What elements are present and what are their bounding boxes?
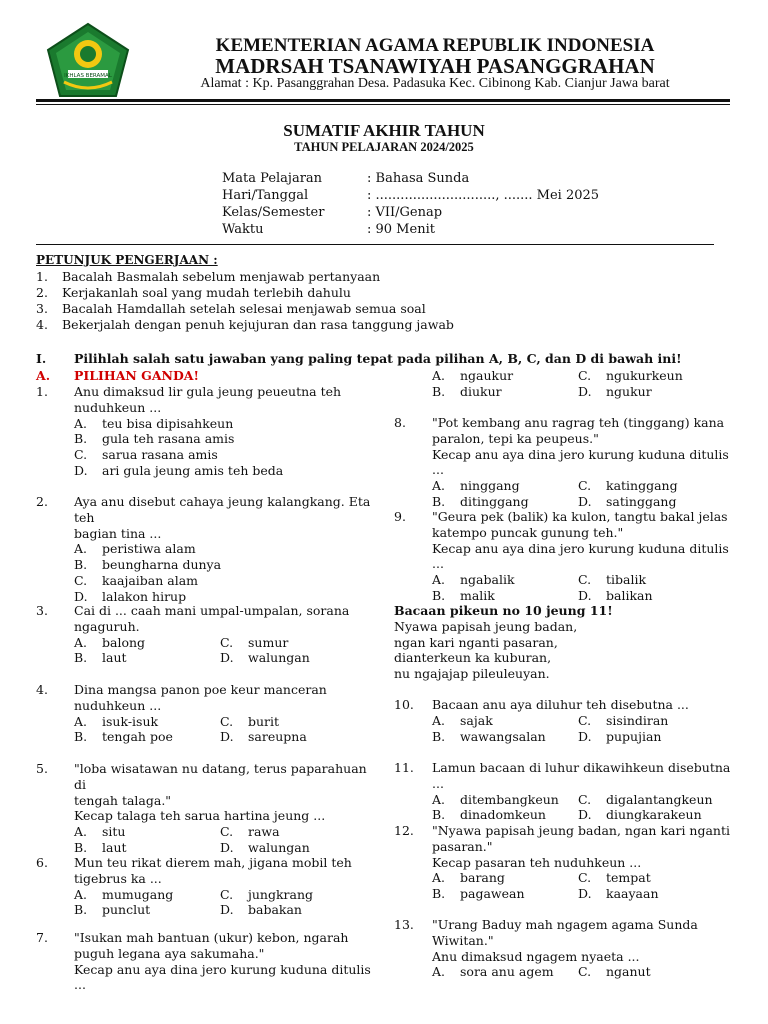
- option-text: ngabalik: [460, 572, 515, 588]
- option-letter: D.: [220, 902, 234, 918]
- option-text: situ: [102, 824, 126, 840]
- exam-title: SUMATIF AKHIR TAHUN: [283, 121, 485, 140]
- section-heading: Pilihlah salah satu jawaban yang paling tepat pada pilihan A, B, C, dan D di bawah ini!: [74, 351, 682, 366]
- option-letter: A.: [432, 572, 446, 588]
- subsection-heading: PILIHAN GANDA!: [74, 368, 199, 383]
- question-text-line: Kecap anu aya dina jero kurung kuduna ditulis ...: [74, 961, 371, 993]
- answer-option[interactable]: [74, 635, 220, 651]
- answer-option[interactable]: [74, 447, 376, 463]
- question-text-line: Mun teu rikat dierem mah, jigana mobil teh: [74, 855, 352, 870]
- option-row: [432, 713, 734, 729]
- answer-option[interactable]: [432, 729, 578, 745]
- instruction-item: 3. Bacalah Hamdallah setelah selesai menjawab semua soal: [36, 301, 426, 316]
- option-letter: C.: [578, 964, 592, 980]
- question-text: [74, 761, 376, 824]
- option-letter: B.: [74, 431, 88, 447]
- option-letter: B.: [74, 729, 88, 745]
- option-letter: C.: [220, 634, 234, 650]
- option-text: balikan: [606, 587, 653, 603]
- option-letter: D.: [74, 462, 88, 478]
- question-text-line: "loba wisatawan nu datang, terus paparahuan di: [74, 761, 367, 792]
- subsection-letter: A.: [36, 368, 51, 383]
- answer-option[interactable]: [74, 541, 376, 557]
- question-number: 8.: [394, 415, 406, 430]
- answer-option[interactable]: [74, 431, 376, 447]
- option-letter: C.: [578, 368, 592, 383]
- option-letter: C.: [220, 824, 234, 840]
- question: [36, 494, 376, 605]
- question-text-line: Cai di ... caah mani umpal-umpalan, sorana: [74, 603, 350, 618]
- answer-option[interactable]: [432, 713, 578, 729]
- answer-options: [432, 870, 734, 902]
- question: [36, 603, 376, 666]
- answer-option[interactable]: [74, 714, 220, 730]
- question-text: [74, 603, 376, 635]
- option-row: [432, 870, 734, 886]
- option-text: teu bisa dipisahkeun: [102, 415, 234, 431]
- option-text: pagawean: [460, 886, 525, 902]
- answer-option[interactable]: [432, 368, 578, 384]
- option-text: ngaukur: [460, 368, 514, 383]
- option-letter: B.: [74, 557, 88, 573]
- option-text: ditinggang: [460, 493, 529, 509]
- question-text-line: bagian tina ...: [74, 525, 162, 541]
- question-text-line: nuduhkeun ...: [74, 697, 162, 713]
- answer-option[interactable]: [432, 964, 578, 980]
- option-text: sajak: [460, 712, 493, 728]
- question-number: 10.: [394, 697, 414, 712]
- option-text: walungan: [248, 650, 310, 666]
- answer-options: [74, 824, 376, 856]
- option-letter: A.: [74, 886, 88, 902]
- option-letter: D.: [578, 587, 592, 603]
- option-row: [432, 494, 734, 510]
- question: [394, 415, 734, 510]
- answer-options: [74, 416, 376, 479]
- question-text-line: Kecap pasaran teh nuduhkeun ...: [432, 854, 642, 870]
- option-text: lalakon hirup: [102, 588, 187, 604]
- option-text: diungkarakeun: [606, 807, 702, 823]
- question-text-line: Aya anu disebut cahaya jeung kalangkang. Eta teh: [74, 494, 371, 525]
- option-row: [432, 729, 734, 745]
- question-text-line: Kecap anu aya dina jero kurung kuduna ditulis ...: [432, 540, 729, 572]
- reading-line: ngan kari nganti pasaran,: [394, 634, 558, 650]
- option-text: tibalik: [606, 572, 647, 588]
- answer-option[interactable]: [74, 650, 220, 666]
- option-row: [432, 384, 734, 400]
- question-number: 2.: [36, 494, 48, 509]
- option-text: balong: [102, 634, 146, 650]
- option-letter: C.: [578, 572, 592, 588]
- answer-option[interactable]: [432, 886, 578, 902]
- answer-option[interactable]: [432, 870, 578, 886]
- option-row: [74, 650, 376, 666]
- instruction-item: 2. Kerjakanlah soal yang mudah terlebih dahulu: [36, 285, 351, 300]
- option-text: ninggang: [460, 478, 520, 494]
- question-text: [432, 917, 734, 964]
- question-text-line: Anu dimaksud lir gula jeung peueutna teh: [74, 384, 342, 399]
- option-letter: A.: [432, 791, 446, 807]
- info-value: : Bahasa Sunda: [367, 171, 470, 186]
- option-letter: B.: [432, 807, 446, 823]
- answer-option[interactable]: [74, 729, 220, 745]
- question: [36, 855, 376, 918]
- header-rule-thick: [36, 99, 730, 102]
- answer-options: [432, 713, 734, 745]
- logo-text: IKHLAS BERAMAL: [64, 73, 112, 79]
- question-text-line: Anu dimaksud ngagem nyaeta ...: [432, 948, 640, 964]
- question-number: 3.: [36, 603, 48, 618]
- answer-option[interactable]: [74, 840, 220, 856]
- option-text: peristiwa alam: [102, 541, 196, 557]
- option-text: pupujian: [606, 728, 662, 744]
- option-text: beungharna dunya: [102, 557, 222, 573]
- option-letter: B.: [432, 728, 446, 744]
- question-text: [74, 855, 376, 887]
- question-text-line: Dina mangsa panon poe keur manceran: [74, 682, 327, 697]
- question-number: 9.: [394, 509, 406, 524]
- answer-options: [432, 368, 734, 400]
- answer-option[interactable]: [74, 887, 220, 903]
- option-letter: A.: [74, 634, 88, 650]
- option-row: [74, 729, 376, 745]
- option-row: [432, 588, 734, 604]
- option-letter: D.: [578, 728, 592, 744]
- option-text: sora anu agem: [460, 964, 554, 980]
- answer-option[interactable]: [74, 824, 220, 840]
- question: [394, 917, 734, 980]
- option-row: [432, 368, 734, 384]
- option-text: kaayaan: [606, 886, 659, 902]
- question: [36, 682, 376, 745]
- option-letter: B.: [432, 493, 446, 509]
- option-letter: A.: [74, 415, 88, 431]
- question-text-line: puguh legana aya sakumaha.": [74, 945, 265, 961]
- option-text: satinggang: [606, 493, 677, 509]
- instruction-item: 4. Bekerjalah dengan penuh kejujuran dan rasa tanggung jawab: [36, 317, 454, 332]
- question-text-line: "Urang Baduy mah ngagem agama Sunda: [432, 917, 698, 932]
- option-letter: D.: [578, 383, 592, 399]
- option-letter: A.: [74, 824, 88, 840]
- option-text: gula teh rasana amis: [102, 431, 235, 447]
- option-letter: D.: [578, 807, 592, 823]
- reading-line: Nyawa papisah jeung badan,: [394, 618, 578, 634]
- option-letter: A.: [74, 713, 88, 729]
- info-label: Hari/Tanggal: [222, 188, 309, 203]
- option-letter: C.: [220, 713, 234, 729]
- answer-options: [432, 964, 734, 980]
- option-text: ngukur: [606, 383, 652, 399]
- answer-options: [432, 792, 734, 824]
- answer-options: [74, 635, 376, 667]
- option-text: mumugang: [102, 886, 174, 902]
- question-text: [432, 697, 734, 713]
- option-text: katinggang: [606, 478, 678, 494]
- answer-option[interactable]: [74, 573, 376, 589]
- instruction-item: 1. Bacalah Basmalah sebelum menjawab pertanyaan: [36, 269, 381, 284]
- option-text: sumur: [248, 634, 289, 650]
- option-text: malik: [460, 587, 495, 603]
- answer-option[interactable]: [432, 494, 578, 510]
- reading-title: Bacaan pikeun no 10 jeung 11!: [394, 603, 613, 618]
- option-text: diukur: [460, 383, 502, 399]
- question-text-line: Kecap talaga teh sarua hartina jeung ...: [74, 808, 326, 824]
- option-text: laut: [102, 839, 127, 855]
- option-letter: C.: [578, 870, 592, 886]
- option-letter: B.: [74, 839, 88, 855]
- option-text: burit: [248, 713, 280, 729]
- option-text: tengah poe: [102, 729, 173, 745]
- question-number: 1.: [36, 384, 48, 399]
- question-text: [432, 760, 734, 792]
- option-text: sarua rasana amis: [102, 447, 218, 463]
- question: [394, 760, 734, 823]
- option-text: ngukurkeun: [606, 368, 683, 383]
- question-text-line: Bacaan anu aya diluhur teh disebutna ...: [432, 697, 689, 712]
- question: [36, 384, 376, 479]
- question: [394, 823, 734, 902]
- option-row: [74, 714, 376, 730]
- option-letter: D.: [220, 729, 234, 745]
- question-text-line: ngaguruh.: [74, 618, 140, 634]
- answer-options: [432, 478, 734, 510]
- answer-options: [74, 887, 376, 919]
- option-text: wawangsalan: [460, 728, 546, 744]
- question-number: 7.: [36, 930, 48, 945]
- section-number: I.: [36, 351, 47, 366]
- option-row: [74, 902, 376, 918]
- option-text: rawa: [248, 824, 280, 840]
- question-number: 13.: [394, 917, 414, 932]
- question-number: 12.: [394, 823, 414, 838]
- option-row: [74, 840, 376, 856]
- question: [394, 697, 734, 744]
- option-letter: D.: [74, 588, 88, 604]
- question-number: 5.: [36, 761, 48, 776]
- option-letter: D.: [220, 839, 234, 855]
- answer-option[interactable]: [74, 902, 220, 918]
- instructions-title: PETUNJUK PENGERJAAN :: [36, 253, 218, 267]
- option-row: [74, 887, 376, 903]
- question-text: [432, 823, 734, 870]
- option-letter: B.: [432, 587, 446, 603]
- question-text-line: Lamun bacaan di luhur dikawihkeun disebutna ...: [432, 760, 731, 791]
- school-address: Alamat : Kp. Pasanggrahan Desa. Padasuka Kec. Cibinong Kab. Cianjur Jawa barat: [200, 76, 670, 91]
- option-text: sisindiran: [606, 712, 669, 728]
- question: [394, 509, 734, 604]
- question-text-line: "Pot kembang anu ragrag teh (tinggang) kana: [432, 415, 725, 430]
- answer-option[interactable]: [432, 384, 578, 400]
- option-text: ditembangkeun: [460, 791, 559, 807]
- option-text: sareupna: [248, 729, 307, 745]
- option-text: babakan: [248, 902, 302, 918]
- info-rule: [36, 244, 714, 245]
- info-value: : ............................., ....... Mei 2025: [367, 188, 600, 203]
- info-value: : 90 Menit: [367, 222, 435, 237]
- answer-options: [74, 541, 376, 604]
- exam-year: TAHUN PELAJARAN 2024/2025: [294, 140, 474, 154]
- question-text: [74, 494, 376, 541]
- option-letter: C.: [74, 447, 88, 463]
- question-text-line: "Nyawa papisah jeung badan, ngan kari nganti: [432, 823, 731, 838]
- option-letter: A.: [432, 478, 446, 494]
- question-text-line: tengah talaga.": [74, 792, 172, 808]
- school-name: MADRSAH TSANAWIYAH PASANGGRAHAN: [215, 54, 655, 78]
- option-letter: B.: [432, 383, 446, 399]
- option-text: ari gula jeung amis teh beda: [102, 462, 284, 478]
- option-text: jungkrang: [248, 886, 314, 902]
- ministry-name: KEMENTERIAN AGAMA REPUBLIK INDONESIA: [215, 35, 655, 56]
- answer-option[interactable]: [74, 416, 376, 432]
- ministry-logo: [46, 22, 130, 98]
- header-rule-thin: [36, 104, 730, 105]
- reading-line: nu ngajajap pileuleuyan.: [394, 666, 550, 682]
- answer-option[interactable]: [432, 478, 578, 494]
- option-text: isuk-isuk: [102, 713, 159, 729]
- answer-option[interactable]: [74, 463, 376, 479]
- option-letter: B.: [74, 650, 88, 666]
- question-text-line: nuduhkeun ...: [74, 399, 162, 415]
- option-letter: B.: [74, 902, 88, 918]
- option-row: [432, 807, 734, 823]
- answer-options: [74, 714, 376, 746]
- question: [36, 761, 376, 856]
- reading-line: dianterkeun ka kuburan,: [394, 650, 552, 666]
- option-letter: C.: [578, 712, 592, 728]
- option-letter: D.: [220, 650, 234, 666]
- question: [36, 930, 376, 993]
- option-letter: C.: [220, 886, 234, 902]
- info-value: : VII/Genap: [367, 205, 443, 220]
- answer-options: [432, 572, 734, 604]
- info-label: Kelas/Semester: [222, 205, 325, 220]
- question-text-line: "Geura pek (balik) ka kulon, tangtu bakal jelas: [432, 509, 728, 524]
- answer-option[interactable]: [432, 792, 578, 808]
- question-text: [74, 682, 376, 714]
- option-letter: C.: [74, 572, 88, 588]
- question-number: 4.: [36, 682, 48, 697]
- question-text-line: Kecap anu aya dina jero kurung kuduna ditulis ...: [432, 446, 729, 478]
- info-label: Waktu: [222, 222, 264, 237]
- question-number: 11.: [394, 760, 414, 775]
- option-text: laut: [102, 650, 127, 666]
- option-letter: C.: [578, 791, 592, 807]
- option-letter: A.: [432, 368, 446, 383]
- question-7-continued: [394, 368, 734, 400]
- info-label: Mata Pelajaran: [222, 171, 323, 186]
- answer-option[interactable]: [432, 572, 578, 588]
- option-row: [432, 792, 734, 808]
- option-text: nganut: [606, 964, 651, 980]
- option-row: [432, 964, 734, 980]
- question-text: [74, 930, 376, 993]
- option-row: [432, 886, 734, 902]
- option-text: walungan: [248, 839, 310, 855]
- answer-option[interactable]: [74, 557, 376, 573]
- question-text-line: tigebrus ka ...: [74, 870, 162, 886]
- option-letter: D.: [578, 886, 592, 902]
- question-text: [432, 415, 734, 478]
- question-text-line: Wiwitan.": [432, 932, 494, 948]
- option-row: [432, 572, 734, 588]
- option-text: tempat: [606, 870, 651, 886]
- question-number: 6.: [36, 855, 48, 870]
- question-text-line: "Isukan mah bantuan (ukur) kebon, ngarah: [74, 930, 349, 945]
- option-text: barang: [460, 870, 505, 886]
- option-row: [74, 824, 376, 840]
- question-text-line: katempo puncak gunung teh.": [432, 524, 624, 540]
- question-text-line: paralon, tepi ka peupeus.": [432, 430, 599, 446]
- reading-passage: [394, 603, 734, 682]
- option-letter: A.: [74, 541, 88, 557]
- question-text: [74, 384, 376, 416]
- option-text: kaajaiban alam: [102, 572, 199, 588]
- option-letter: A.: [432, 712, 446, 728]
- option-row: [432, 478, 734, 494]
- option-text: punclut: [102, 902, 151, 918]
- option-text: digalantangkeun: [606, 791, 713, 807]
- option-letter: A.: [432, 964, 446, 980]
- answer-option[interactable]: [432, 807, 578, 823]
- option-letter: B.: [432, 886, 446, 902]
- option-row: [74, 635, 376, 651]
- option-letter: C.: [578, 478, 592, 494]
- question-text: [432, 509, 734, 572]
- option-letter: A.: [432, 870, 446, 886]
- answer-option[interactable]: [432, 588, 578, 604]
- option-text: dinadomkeun: [460, 807, 546, 823]
- option-letter: D.: [578, 493, 592, 509]
- question-text-line: pasaran.": [432, 838, 493, 854]
